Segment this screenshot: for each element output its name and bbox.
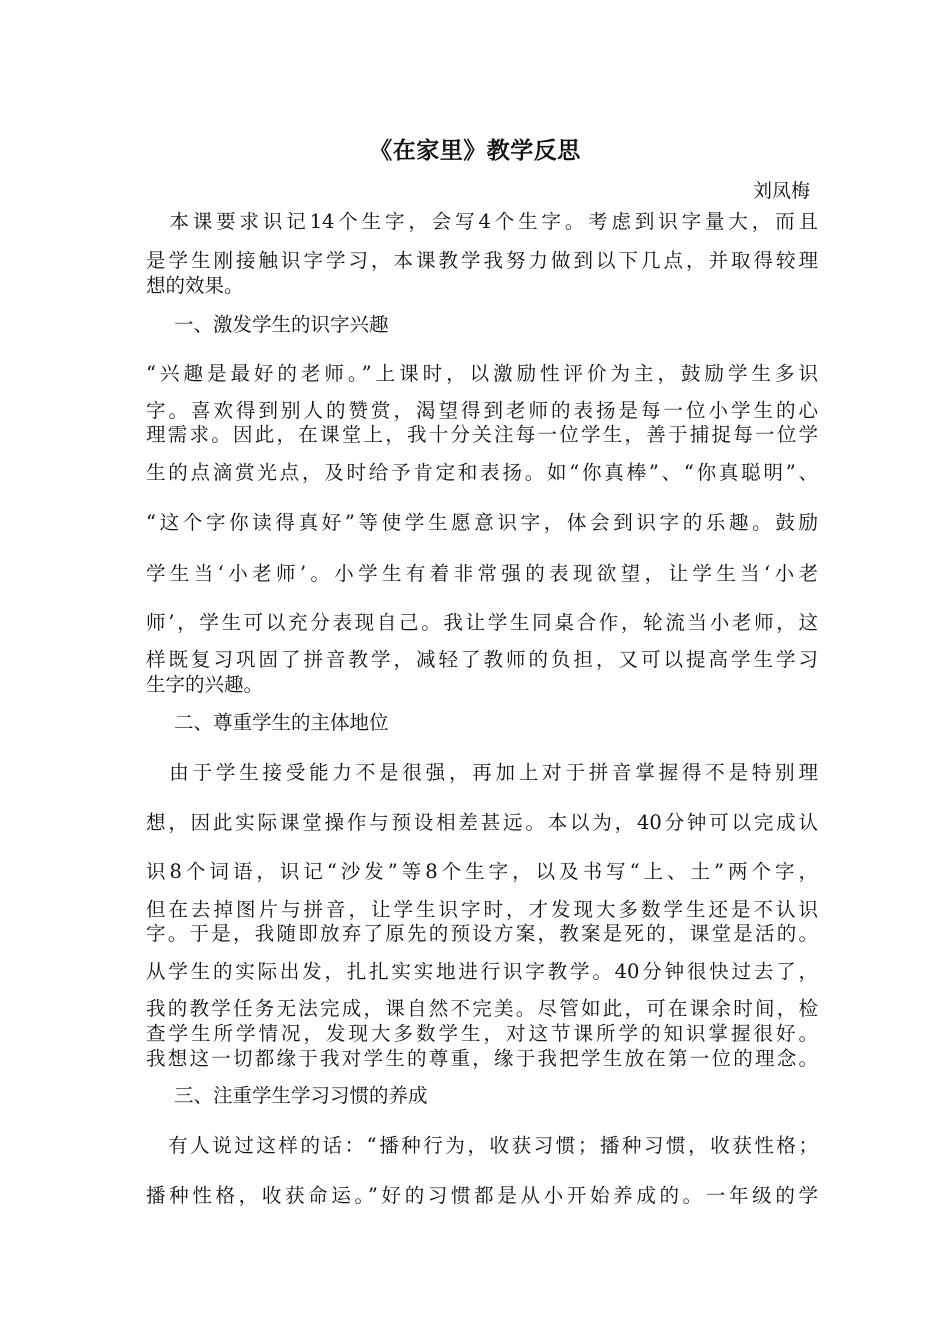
- paragraph-line: 由于学生接受能力不是很强，再加上对于拼音掌握得不是特别理: [146, 761, 818, 784]
- paragraph-line: “兴趣是最好的老师。”上课时，以激励性评价为主，鼓励学生多识: [146, 362, 818, 385]
- paragraph-line: 从学生的实际出发，扎扎实实地进行识字教学。40分钟很快过去了，: [146, 960, 818, 983]
- paragraph-line: 字。于是，我随即放弃了原先的预设方案，教案是死的，课堂是活的。: [146, 922, 818, 945]
- paragraph-line: 是学生刚接触识字学习，本课教学我努力做到以下几点，并取得较理: [146, 249, 818, 272]
- paragraph-line: 但在去掉图片与拼音，让学生识字时，才发现大多数学生还是不认识: [146, 898, 818, 921]
- paragraph-line: “这个字你读得真好”等使学生愿意识字，体会到识字的乐趣。鼓励: [146, 511, 818, 534]
- paragraph-line: 生的点滴赏光点，及时给予肯定和表扬。如“你真棒”、“你真聪明”、: [146, 461, 818, 484]
- paragraph-line: 有人说过这样的话：“播种行为，收获习惯；播种习惯，收获性格；: [146, 1134, 818, 1157]
- paragraph-line: 我想这一切都缘于我对学生的尊重，缘于我把学生放在第一位的理念。: [146, 1047, 818, 1070]
- paragraph-line: 样既复习巩固了拼音教学，减轻了教师的负担，又可以提高学生学习: [146, 648, 818, 671]
- paragraph-line: 我的教学任务无法完成，课自然不完美。尽管如此，可在课余时间，检: [146, 997, 818, 1020]
- paragraph-line: 本课要求识记14个生字，会写4个生字。考虑到识字量大，而且: [146, 210, 818, 233]
- paragraph-line: 想的效果。: [146, 274, 244, 297]
- section-heading-3: 三、注重学生学习习惯的养成: [174, 1084, 428, 1107]
- document-title: 《在家里》教学反思: [369, 138, 581, 164]
- paragraph-line: 播种性格，收获命运。”好的习惯都是从小开始养成的。一年级的学: [146, 1184, 818, 1207]
- paragraph-line: 师’，学生可以充分表现自己。我让学生同桌合作，轮流当小老师，这: [146, 611, 818, 634]
- paragraph-line: 想，因此实际课堂操作与预设相差甚远。本以为，40分钟可以完成认: [146, 811, 818, 834]
- section-heading-1: 一、激发学生的识字兴趣: [174, 313, 389, 336]
- section-heading-2: 二、尊重学生的主体地位: [174, 711, 389, 734]
- paragraph-line: 理需求。因此，在课堂上，我十分关注每一位学生，善于捕捉每一位学: [146, 423, 818, 446]
- paragraph-line: 识8个词语，识记“沙发”等8个生字，以及书写“上、土”两个字，: [146, 860, 818, 883]
- paragraph-line: 生字的兴趣。: [146, 673, 264, 696]
- paragraph-line: 查学生所学情况，发现大多数学生，对这节课所学的知识掌握很好。: [146, 1022, 818, 1045]
- paragraph-line: 字。喜欢得到别人的赞赏，渴望得到老师的表扬是每一位小学生的心: [146, 399, 818, 422]
- author-name: 刘凤梅: [752, 180, 810, 202]
- paragraph-line: 学生当‘小老师’。小学生有着非常强的表现欲望，让学生当‘小老: [146, 562, 818, 585]
